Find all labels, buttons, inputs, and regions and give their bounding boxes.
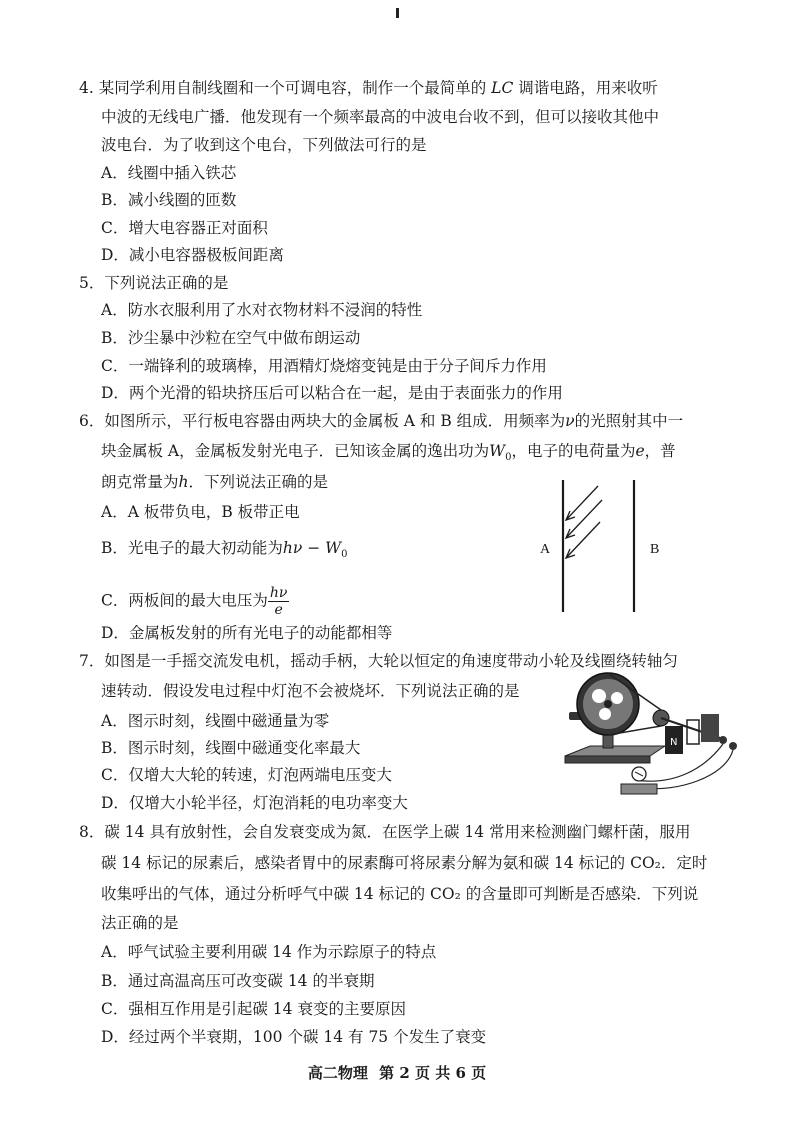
q8-option-b: B．通过高温高压可改变碳 14 的半衰期 [101, 972, 375, 990]
q7-option-c: C．仅增大大轮的转速，灯泡两端电压变大 [101, 766, 392, 784]
generator-diagram [555, 668, 745, 800]
q8-option-a: A．呼气试验主要利用碳 14 作为示踪原子的特点 [101, 943, 437, 961]
q7-option-d: D．仅增大小轮半径，灯泡消耗的电功率变大 [101, 794, 408, 812]
q7-stem-line2: 速转动．假设发电过程中灯泡不会被烧坏．下列说法正确的是 [101, 682, 520, 700]
q7-option-b: B．图示时刻，线圈中磁通变化率最大 [101, 739, 361, 757]
footer-subject: 高二物理 [307, 1064, 368, 1082]
plate-a-label: A [540, 542, 551, 557]
q5-stem: 5．下列说法正确的是 [79, 274, 229, 292]
q5-option-d: D．两个光滑的铅块挤压后可以粘合在一起，是由于表面张力的作用 [101, 384, 563, 402]
light-rays [566, 486, 602, 558]
q8-option-d: D．经过两个半衰期，100 个碳 14 有 75 个发生了衰变 [101, 1028, 487, 1046]
page-footer [0, 1062, 794, 1083]
q7-option-a: A．图示时刻，线圈中磁通量为零 [101, 712, 330, 730]
scan-mark [396, 8, 399, 18]
q8-stem-line2: 碳 14 标记的尿素后，感染者胃中的尿素酶可将尿素分解为氨和碳 14 标记的 CO₂．定时 [101, 854, 708, 872]
svg-text:N: N [670, 737, 678, 748]
q7-stem-line1: 7．如图是一手摇交流发电机，摇动手柄，大轮以恒定的角速度带动小轮及线圈绕转轴匀 [79, 652, 678, 670]
terminals [719, 736, 737, 750]
q6-option-c: C．两板间的最大电压为 $\frac{h\nu}{e}$ [101, 585, 288, 618]
q5-option-c: C．一端锋利的玻璃棒，用酒精灯烧熔变钝是由于分子间斥力作用 [101, 357, 547, 375]
q5-option-b: B．沙尘暴中沙粒在空气中做布朗运动 [101, 329, 361, 347]
q6-stem-line1: 6．如图所示，平行板电容器由两块大的金属板 A 和 B 组成．用频率为ν的光照射其中一 [79, 412, 684, 430]
q5-option-a: A．防水衣服利用了水对衣物材料不浸润的特性 [101, 301, 423, 319]
light-bulb-icon [621, 767, 657, 794]
q6-option-b: B．光电子的最大初动能为$h\nu - W_0$ [101, 539, 348, 561]
q4-option-b: B．减小线圈的匝数 [101, 191, 237, 209]
q6-stem-line2: 块金属板 A，金属板发射光电子．已知该金属的逸出功为$W_0$，电子的电荷量为e，普 [101, 442, 676, 464]
capacitor-diagram [530, 470, 670, 620]
q6-stem-line3: 朗克常量为h．下列说法正确的是 [101, 473, 329, 491]
plate-b-label: B [650, 542, 660, 557]
base [565, 746, 665, 763]
q6-fraction: $\frac{h\nu}{e}$ [269, 585, 288, 618]
big-wheel-icon [577, 673, 639, 735]
q8-stem-line1: 8．碳 14 具有放射性，会自发衰变成为氮．在医学上碳 14 常用来检测幽门螺杆菌，服用 [79, 823, 691, 841]
q8-option-c: C．强相互作用是引起碳 14 衰变的主要原因 [101, 1000, 406, 1018]
q8-stem-line3: 收集呼出的气体，通过分析呼气中碳 14 标记的 CO₂ 的含量即可判断是否感染．下列说 [101, 885, 699, 903]
q4-option-c: C．增大电容器正对面积 [101, 219, 268, 237]
q4-stem-line1: 4. 某同学利用自制线圈和一个可调电容，制作一个最简单的 LC 调谐电路，用来收听 [79, 79, 658, 97]
q4-stem-line3: 波电台．为了收到这个电台，下列做法可行的是 [101, 136, 427, 154]
q4-stem-line2: 中波的无线电广播．他发现有一个频率最高的中波电台收不到，但可以接收其他中 [101, 108, 660, 126]
footer-page-number: 第 2 页 共 6 页 [379, 1064, 487, 1082]
q8-stem-line4: 法正确的是 [101, 914, 179, 932]
q6-option-d: D．金属板发射的所有光电子的动能都相等 [101, 624, 393, 642]
coil-icon [687, 720, 699, 744]
q6-option-a: A．A 板带负电，B 板带正电 [101, 503, 300, 521]
q4-option-a: A．线圈中插入铁芯 [101, 164, 237, 182]
q4-option-d: D．减小电容器极板间距离 [101, 246, 284, 264]
